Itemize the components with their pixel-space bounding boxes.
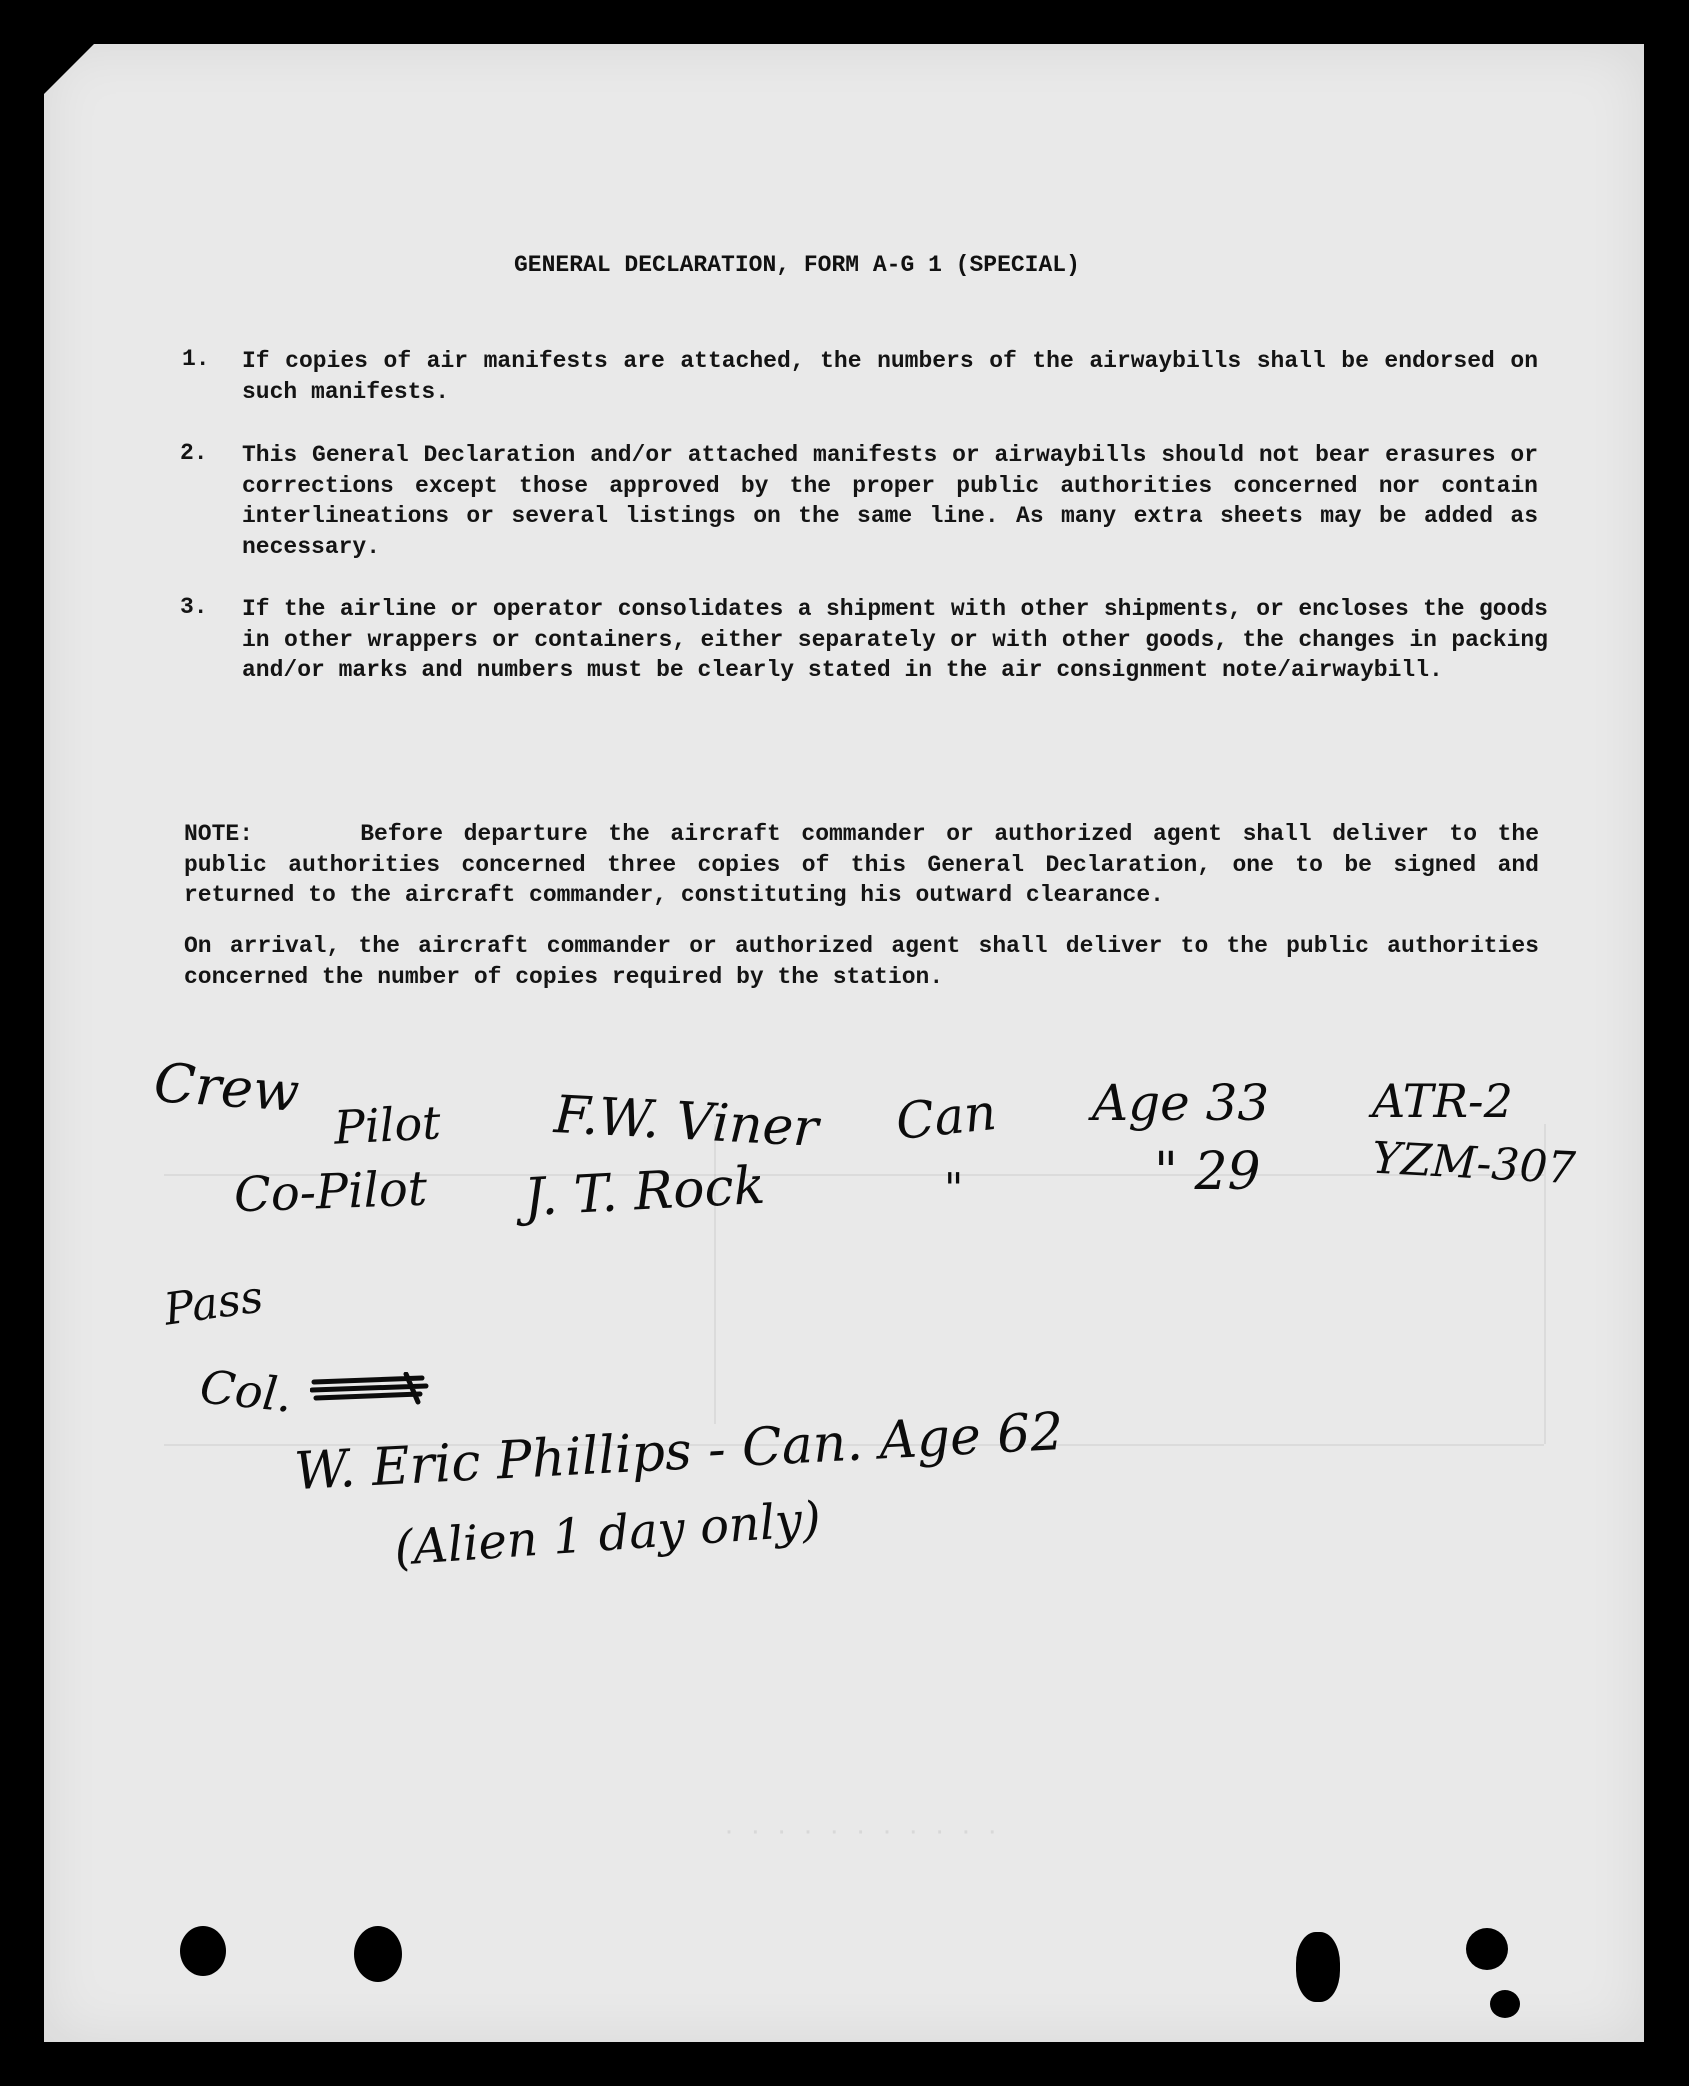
instruction-item: This General Declaration and/or attached manifests or airwaybills should not bear erasures or corrections except those approved by the proper public authorities concerned nor contain interlineations or several listings on the same line. As many extra sheets may be added as necessary.	[242, 442, 1538, 560]
scribbled-out-word	[310, 1372, 430, 1406]
handwritten-copilot-name: J. T. Rock	[522, 1155, 767, 1229]
instruction-item: If the airline or operator consolidates a shipment with other shipments, or encloses the goods in other wrappers or containers, either separately or with other goods, the changes in packing and/or marks and numbers must be clearly stated in the air consignment note/airwaybill.	[242, 596, 1548, 683]
handwritten-copilot-nationality: "	[944, 1164, 964, 1213]
punch-hole	[1296, 1932, 1340, 2002]
folded-corner	[44, 44, 94, 94]
handwritten-copilot-licence: YZM-307	[1370, 1132, 1577, 1195]
handwritten-passenger-note: (Alien 1 day only)	[392, 1491, 823, 1577]
show-through-text: · · · · · · · · · · ·	[724, 1814, 1002, 1847]
arrival-paragraph: On arrival, the aircraft commander or authorized agent shall deliver to the public authorities concerned the number of copies required by the station.	[184, 933, 1539, 990]
note-text: Before departure the aircraft commander or authorized agent shall deliver to the public authorities concerned three copies of this General Declaration, one to be signed and returned to the aircraft commander, constituting his outward clearance.	[184, 821, 1539, 908]
handwritten-copilot-role: Co-Pilot	[233, 1160, 428, 1224]
handwritten-pilot-name: F.W. Viner	[552, 1085, 820, 1159]
punch-hole	[1466, 1928, 1508, 1970]
handwritten-col: Col.	[197, 1359, 295, 1423]
punch-hole	[180, 1926, 226, 1976]
punch-hole	[354, 1926, 402, 1982]
form-title: GENERAL DECLARATION, FORM A-G 1 (SPECIAL)	[514, 252, 1080, 278]
instruction-item: If copies of air manifests are attached, the numbers of the airwaybills shall be endorsed on such manifests.	[242, 348, 1538, 405]
item-number: 1.	[182, 346, 210, 372]
note-paragraph	[184, 819, 1539, 911]
item-number: 3.	[180, 594, 208, 620]
handwritten-crew: Crew	[151, 1051, 302, 1124]
note-label: NOTE:	[184, 821, 254, 847]
handwritten-pass: Pass	[160, 1271, 267, 1336]
document-sheet	[44, 44, 1644, 2042]
handwritten-copilot-age: " 29	[1154, 1142, 1261, 1202]
handwritten-pilot-nationality: Can	[893, 1082, 1000, 1152]
punch-hole	[1490, 1990, 1520, 2018]
handwritten-pilot-age: Age 33	[1092, 1074, 1270, 1132]
handwritten-pilot-licence: ATR-2	[1372, 1074, 1513, 1128]
handwritten-passenger: W. Eric Phillips - Can. Age 62	[292, 1401, 1065, 1503]
item-number: 2.	[180, 440, 208, 466]
handwritten-pilot-role: Pilot	[332, 1095, 442, 1155]
